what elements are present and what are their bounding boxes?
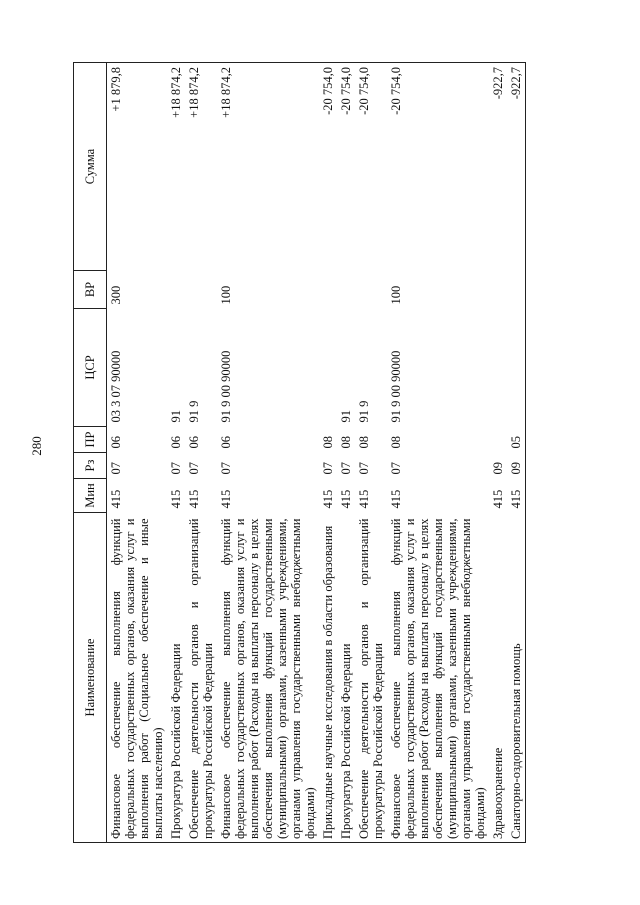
table-row — [489, 63, 507, 843]
row-csr: 91 — [339, 410, 353, 423]
row-min: 415 — [339, 489, 353, 509]
header-name: Наименование — [74, 513, 107, 843]
table-row — [337, 63, 355, 843]
row-min: 415 — [321, 489, 335, 509]
row-sum: -20 754,0 — [319, 63, 337, 271]
row-min: 415 — [187, 489, 201, 509]
row-rz: 07 — [357, 462, 371, 475]
header-sum: Сумма — [74, 63, 107, 271]
row-pr: 06 — [169, 436, 183, 449]
row-pr: 08 — [389, 436, 403, 449]
page-number: 280 — [29, 436, 44, 456]
row-min: 415 — [219, 489, 233, 509]
row-rz: 07 — [339, 462, 353, 475]
header-rz: Рз — [74, 453, 107, 479]
table-row — [387, 63, 489, 843]
row-name: Финансовое обеспечение выполнения функций федеральных государственных органов, оказания услуг и выполнения работ (Расходы на выплаты персоналу в целях обеспечения выполнения функций государственными (муниципальными) органами, казенными учреждениями, органами управления государственными внебюджетными фондами) — [217, 513, 319, 843]
row-pr — [489, 427, 507, 453]
row-csr: 91 9 — [187, 400, 201, 423]
row-pr: 06 — [109, 436, 123, 449]
row-name: Обеспечение деятельности органов и организаций прокуратуры Российской Федерации — [185, 513, 217, 843]
row-vr — [489, 271, 507, 309]
row-pr: 08 — [321, 436, 335, 449]
table-row — [355, 63, 387, 843]
row-csr: 91 9 00 90000 — [389, 350, 403, 423]
row-vr — [507, 271, 526, 309]
row-csr — [319, 309, 337, 427]
row-csr: 03 3 07 90000 — [109, 350, 123, 423]
table-row — [167, 63, 185, 843]
row-vr — [185, 271, 217, 309]
row-rz: 07 — [389, 462, 403, 475]
row-rz: 09 — [507, 453, 526, 479]
table-row — [217, 63, 319, 843]
row-min: 415 — [507, 479, 526, 513]
row-name: Финансовое обеспечение выполнения функций федеральных государственных органов, оказания услуг и выполнения работ (Социальное обеспечение и иные выплаты населению) — [107, 513, 168, 843]
row-name: Финансовое обеспечение выполнения функций федеральных государственных органов, оказания услуг и выполнения работ (Расходы на выплаты персоналу в целях обеспечения выполнения функций государственными (муниципальными) органами, казенными учреждениями, органами управления государственными внебюджетными фондами) — [387, 513, 489, 843]
row-vr: 300 — [109, 285, 123, 305]
row-sum: -922,7 — [489, 63, 507, 271]
row-name: Прикладные научные исследования в области образования — [319, 513, 337, 843]
row-min: 415 — [389, 489, 403, 509]
row-sum: +1 879,8 — [107, 63, 168, 271]
row-csr: 91 9 00 90000 — [219, 350, 233, 423]
row-csr: 91 9 — [357, 400, 371, 423]
row-name: Обеспечение деятельности органов и организаций прокуратуры Российской Федерации — [355, 513, 387, 843]
row-rz: 07 — [169, 462, 183, 475]
table-header-row — [74, 63, 107, 843]
table-row — [319, 63, 337, 843]
row-pr: 06 — [219, 436, 233, 449]
table-row — [507, 63, 526, 843]
row-sum: -20 754,0 — [337, 63, 355, 271]
row-vr: 100 — [219, 285, 233, 305]
row-min: 415 — [357, 489, 371, 509]
row-name: Здравоохранение — [489, 513, 507, 843]
row-pr: 08 — [357, 436, 371, 449]
row-min: 415 — [169, 489, 183, 509]
row-sum: +18 874,2 — [167, 63, 185, 271]
row-name: Санаторно-оздоровительная помощь — [507, 513, 526, 843]
row-sum: -922,7 — [507, 63, 526, 271]
row-sum: -20 754,0 — [355, 63, 387, 271]
row-vr — [337, 271, 355, 309]
row-csr — [489, 309, 507, 427]
row-csr: 91 — [169, 410, 183, 423]
row-pr: 08 — [339, 436, 353, 449]
row-min: 415 — [491, 489, 505, 509]
table-row — [107, 63, 168, 843]
rotated-table-container — [73, 63, 603, 843]
row-pr: 06 — [187, 436, 201, 449]
row-rz: 07 — [321, 462, 335, 475]
row-csr — [507, 309, 526, 427]
header-min: Мин — [74, 479, 107, 513]
row-sum: -20 754,0 — [387, 63, 489, 271]
table-row — [185, 63, 217, 843]
row-vr — [167, 271, 185, 309]
row-rz: 07 — [109, 462, 123, 475]
row-rz: 09 — [491, 462, 505, 475]
row-min: 415 — [109, 489, 123, 509]
row-pr: 05 — [507, 427, 526, 453]
row-vr — [319, 271, 337, 309]
budget-table — [73, 62, 526, 843]
row-rz: 07 — [219, 462, 233, 475]
row-name: Прокуратура Российской Федерации — [337, 513, 355, 843]
header-pr: ПР — [74, 427, 107, 453]
row-rz: 07 — [187, 462, 201, 475]
row-sum: +18 874,2 — [185, 63, 217, 271]
row-sum: +18 874,2 — [217, 63, 319, 271]
row-name: Прокуратура Российской Федерации — [167, 513, 185, 843]
row-vr — [355, 271, 387, 309]
header-vr: ВР — [74, 271, 107, 309]
row-vr: 100 — [389, 285, 403, 305]
header-csr: ЦСР — [74, 309, 107, 427]
